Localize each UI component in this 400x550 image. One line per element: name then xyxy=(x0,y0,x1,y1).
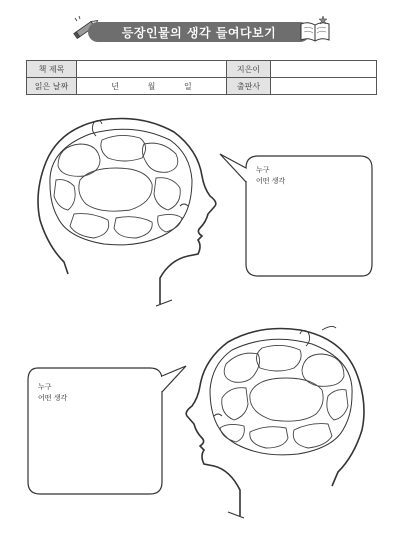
publisher-field[interactable] xyxy=(271,78,377,95)
head-profile-bottom xyxy=(170,318,385,523)
day-label: 일 xyxy=(183,81,192,91)
book-title-label: 책 제목 xyxy=(27,61,77,78)
thought-label: 어떤 생각 xyxy=(256,177,286,185)
month-label: 월 xyxy=(147,81,156,91)
bubble-text-top xyxy=(256,165,285,187)
book-title-field[interactable] xyxy=(77,61,227,78)
read-date-label: 읽은 날짜 xyxy=(27,78,77,95)
head-profile-top xyxy=(20,110,230,310)
author-label: 지은이 xyxy=(227,61,271,78)
year-label: 년 xyxy=(111,81,120,91)
who-label: 누구 xyxy=(38,383,52,391)
book-info-table xyxy=(26,60,377,95)
bubble-text-bottom xyxy=(38,382,67,404)
thought-label: 어떤 생각 xyxy=(38,394,68,402)
page-title: 등장인물의 생각 들여다보기 xyxy=(121,25,277,40)
read-date-field[interactable] xyxy=(77,78,227,95)
author-field[interactable] xyxy=(271,61,377,78)
speech-bubble-top[interactable] xyxy=(214,150,376,282)
who-label: 누구 xyxy=(256,166,270,174)
title-banner xyxy=(88,22,310,42)
publisher-label: 출판사 xyxy=(227,78,271,95)
open-book-icon xyxy=(298,14,332,44)
